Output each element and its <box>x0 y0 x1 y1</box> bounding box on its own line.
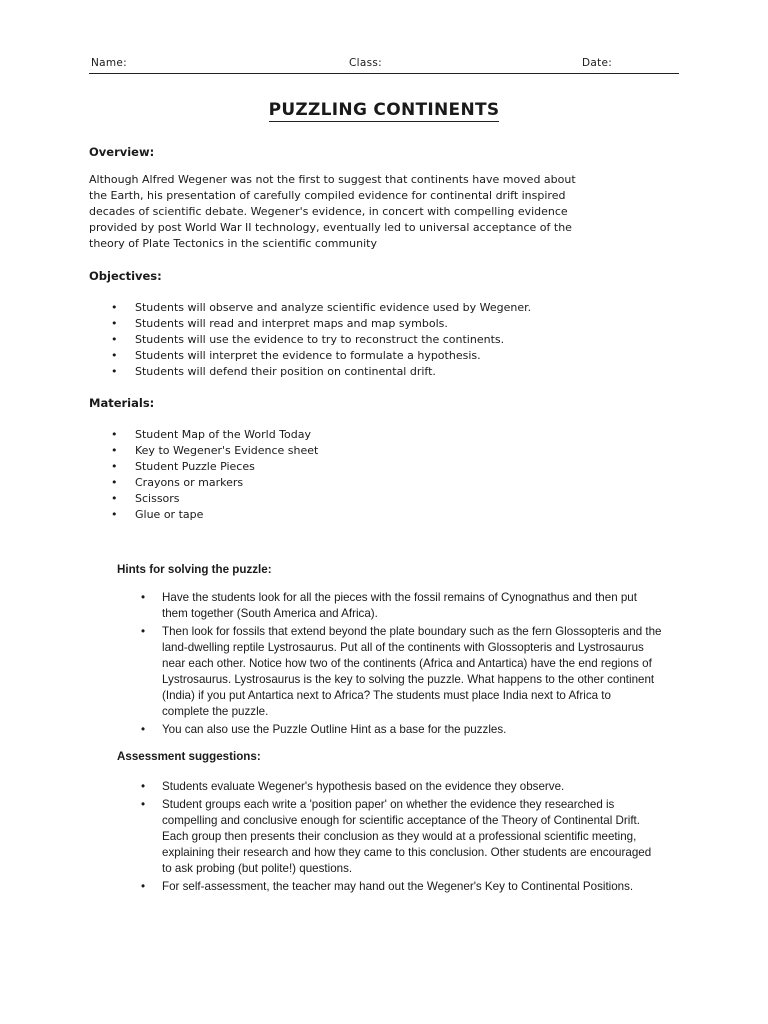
class-label: Class: <box>349 57 382 69</box>
list-item: • Crayons or markers <box>89 475 609 491</box>
list-item: • Scissors <box>89 491 609 507</box>
hints-list <box>117 590 709 738</box>
list-item: • Student Puzzle Pieces <box>89 459 609 475</box>
hints-heading: Hints for solving the puzzle: <box>117 563 272 576</box>
list-item: • Student groups each write a 'position paper' on whether the evidence they researched is compelling and conclusive enough for scientific acceptance of the Theory of Continental Drift. Each group then presents their conclusion as they would at a professional scientific meeting, explaining their research and how they came to this conclusion. Other students are encouraged to ask probing (but polite!) questions. <box>117 797 709 877</box>
overview-line: decades of scientific debate. Wegener's evidence, in concert with compelling evidence <box>89 205 568 218</box>
objectives-list <box>89 300 609 380</box>
list-item: • Students will observe and analyze scientific evidence used by Wegener. <box>89 300 609 316</box>
list-item: • Students will read and interpret maps and map symbols. <box>89 316 609 332</box>
list-item: • Student Map of the World Today <box>89 427 609 443</box>
list-item: • Students will use the evidence to try to reconstruct the continents. <box>89 332 609 348</box>
list-item: • Then look for fossils that extend beyond the plate boundary such as the fern Glossopteris and the land-dwelling reptile Lystrosaurus. Put all of the continents with Glossopteris and Lystrosaurus near each other. Notice how two of the continents (Africa and Antartica) have the end regions of Lystrosaurus. Lystrosaurus is the key to solving the puzzle. What happens to the other continent (India) if you put Antartica next to Africa? The students must place India next to Africa to complete the puzzle. <box>117 624 709 720</box>
assessment-heading: Assessment suggestions: <box>117 750 261 763</box>
objectives-heading: Objectives: <box>89 269 162 283</box>
overview-heading: Overview: <box>89 145 155 159</box>
materials-heading: Materials: <box>89 396 155 410</box>
overview-line: theory of Plate Tectonics in the scientific community <box>89 237 377 250</box>
overview-line: Although Alfred Wegener was not the first to suggest that continents have moved about <box>89 173 576 186</box>
objectives-section <box>89 268 609 380</box>
page-title: PUZZLING CONTINENTS <box>268 100 500 120</box>
overview-line: the Earth, his presentation of carefully compiled evidence for continental drift inspired <box>89 189 566 202</box>
overview-line: provided by post World War II technology, eventually led to universal acceptance of the <box>89 221 572 234</box>
materials-section <box>89 395 609 523</box>
list-item: • Students will interpret the evidence to formulate a hypothesis. <box>89 348 609 364</box>
list-item: • Have the students look for all the pieces with the fossil remains of Cynognathus and then put them together (South America and Africa). <box>117 590 709 622</box>
assessment-section <box>117 749 709 897</box>
hints-section <box>117 562 709 740</box>
list-item: • Key to Wegener's Evidence sheet <box>89 443 609 459</box>
list-item: • Glue or tape <box>89 507 609 523</box>
assessment-list <box>117 779 709 895</box>
list-item: • Students will defend their position on continental drift. <box>89 364 609 380</box>
header-line <box>89 57 679 74</box>
list-item: • You can also use the Puzzle Outline Hint as a base for the puzzles. <box>117 722 709 738</box>
list-item: • For self-assessment, the teacher may hand out the Wegener's Key to Continental Positions. <box>117 879 709 895</box>
name-label: Name: <box>91 57 128 69</box>
date-label: Date: <box>582 57 613 69</box>
list-item: • Students evaluate Wegener's hypothesis based on the evidence they observe. <box>117 779 709 795</box>
materials-list <box>89 427 609 523</box>
overview-section <box>89 144 609 252</box>
